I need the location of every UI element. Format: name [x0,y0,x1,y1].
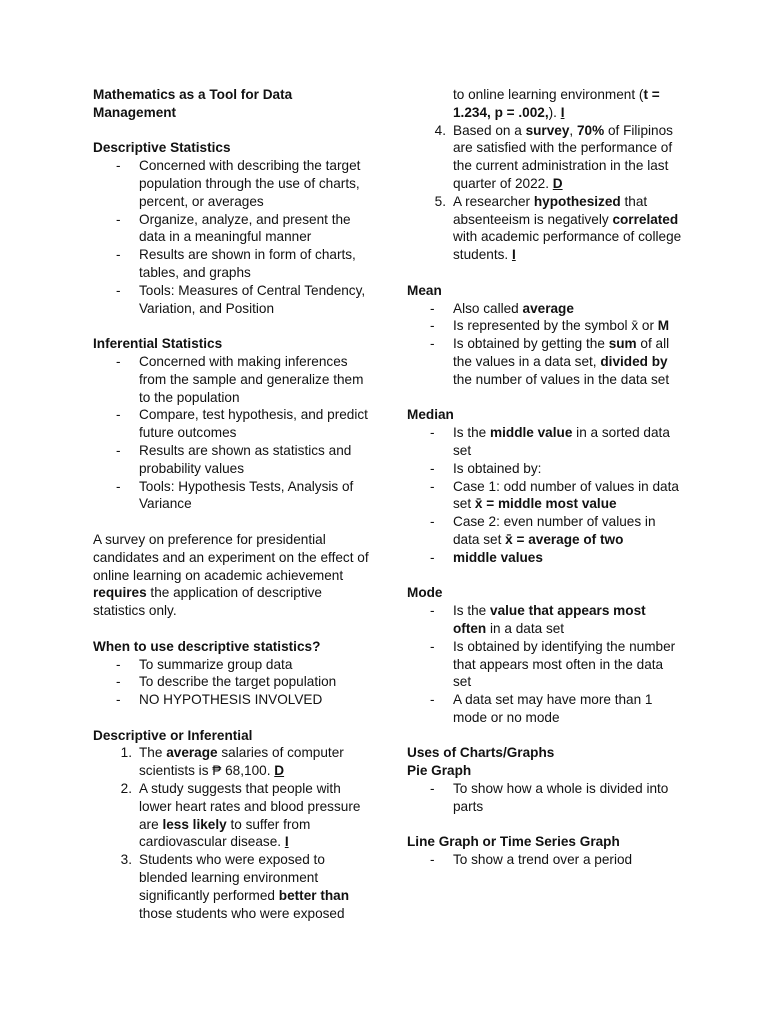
list-item [407,460,682,478]
list-item [407,691,682,727]
list-item [93,211,373,247]
bold-text: better than [278,887,350,903]
bold-text: divided by [600,353,668,369]
text-run: ). [548,104,561,120]
dash-marker: - [116,478,121,494]
number-marker: 2. [120,781,132,797]
median-list [407,424,682,566]
uses-of-charts-heading: Uses of Charts/Graphs [407,745,555,761]
text-run: Concerned with describing the target population through the use of charts, percent, or averages [139,158,361,209]
line-graph-heading: Line Graph or Time Series Graph [407,834,620,850]
text-run: with academic performance of college students. [453,229,682,263]
dash-marker: - [116,407,121,423]
pie-graph-heading: Pie Graph [407,763,472,779]
descriptive-or-inferential-heading: Descriptive or Inferential [93,727,253,743]
bold-text: survey [525,122,570,138]
list-item [407,602,682,638]
list-item-text [139,692,322,707]
list-item-text [139,354,363,405]
inferential-statistics-list [93,353,373,513]
descriptive-or-inferential-list-continued [407,122,682,264]
text-run: A survey on preference for presidential candidates and an experiment on the effect of online learning on academic achievement [93,531,369,583]
dash-marker: - [430,603,435,619]
list-item-text [139,158,360,209]
dash-marker: - [116,247,121,263]
dash-marker: - [116,353,121,369]
dash-marker: - [430,638,435,654]
dash-marker: - [116,656,121,672]
dash-marker: - [430,460,435,476]
descriptive-statistics-list [93,157,373,317]
mode-heading: Mode [407,585,443,601]
list-item [407,335,682,388]
text-run: The [139,745,167,761]
list-item-text [139,745,344,778]
text-run: A researcher [453,193,534,209]
dash-marker: - [430,692,435,708]
bold-text: average [166,745,218,761]
text-run: Is the [453,425,491,441]
descriptive-or-inferential-list [93,744,373,922]
text-run: Case 1: odd number of values in data set [453,478,679,512]
dash-marker: - [430,478,435,494]
number-marker: 1. [120,745,132,761]
list-item-text [453,461,541,476]
dash-marker: - [430,781,435,797]
list-item-text [453,425,670,458]
mode-list [407,602,682,727]
list-item [93,673,373,691]
bold-text: middle values [453,549,543,565]
text-run: Is obtained by identifying the number that appears most often in the data set [453,638,676,690]
text-run: Students who were exposed to blended learning environment significantly performed [139,852,325,903]
bold-text: less likely [162,816,227,832]
inferential-statistics-heading: Inferential Statistics [93,336,223,352]
right-column [407,86,682,869]
dash-marker: - [116,211,121,227]
pie-graph-list [407,780,682,816]
number-marker: 5. [434,193,446,209]
list-item [93,442,373,478]
list-item-text [453,336,669,387]
number-marker: 4. [434,122,446,138]
list-item-text [453,123,673,191]
text-run: to online learning environment ( [453,87,644,102]
bold-text: hypothesized [533,193,621,209]
list-item [93,851,373,922]
when-to-use-list [93,656,373,709]
text-run: Concerned with making inferences from the sample and generalize them to the population [139,353,364,405]
list-item-text [139,212,351,245]
list-item-text [139,247,356,280]
line-graph-list [407,851,682,869]
descriptive-statistics-heading: Descriptive Statistics [93,140,231,156]
text-run: Tools: Hypothesis Tests, Analysis of Variance [139,478,354,512]
number-marker: 3. [120,852,132,868]
dash-marker: - [430,300,435,316]
list-item-text [453,301,574,316]
text-run: Organize, analyze, and present the data in a meaningful manner [139,211,351,245]
answer-label: D [552,175,563,191]
list-item [93,406,373,442]
text-run: , [569,122,577,138]
dash-marker: - [116,674,121,690]
list-item-text [453,781,668,814]
list-item-text [453,852,632,867]
list-item [407,317,682,335]
list-item [93,744,373,780]
answer-label: I [511,247,516,263]
list-item-text [453,603,646,636]
list-item [407,424,682,460]
bold-text: M [657,318,670,334]
list-item-text [139,283,365,316]
bold-text: t = 1.234, p = .002, [453,87,660,120]
mean-heading: Mean [407,282,442,298]
list-item-text [139,781,360,849]
document-title: Mathematics as a Tool for Data Management [93,87,293,120]
list-item-text [453,514,656,547]
list-item-text [453,692,653,725]
text-run: of all the values in a data set, [453,336,670,369]
bold-text: 70% [576,122,605,138]
list-item-text [139,407,368,440]
text-run: Based on a [453,122,526,138]
text-run: Results are shown in form of charts, tables, and graphs [139,247,356,280]
text-run: in a data set [486,620,565,636]
list-item-text [139,674,336,689]
text-run: To show how a whole is divided into parts [453,781,669,814]
list-item [407,478,682,514]
text-run: Also called [453,300,523,316]
text-run: To show a trend over a period [453,852,633,868]
text-run: Is obtained by: [453,460,542,476]
text-run: of Filipinos are satisfied with the performance of the current administration in the last quarter of 2022. [453,122,673,191]
dash-marker: - [116,282,121,298]
left-column [93,86,373,922]
dash-marker: - [116,158,121,174]
list-item-text [139,443,351,476]
text-run: Compare, test hypothesis, and predict future outcomes [139,407,368,441]
text-run: Results are shown as statistics and probability values [139,442,352,476]
text-run: Is obtained by getting the [453,336,609,352]
dash-marker: - [430,549,435,565]
list-item-text [453,194,681,262]
survey-paragraph [93,531,373,620]
text-run: NO HYPOTHESIS INVOLVED [139,692,323,708]
list-item-text [139,852,349,920]
text-run: Is represented by the symbol x̄ or [453,318,658,334]
list-item [407,638,682,691]
bold-text: value that appears most often [453,603,646,636]
text-run: to suffer from cardiovascular disease. [139,816,311,850]
text-run: A data set may have more than 1 mode or no mode [453,692,653,725]
dash-marker: - [430,336,435,352]
list-item [93,157,373,210]
dash-marker: - [430,318,435,334]
list-item [407,851,682,869]
list-item-text [453,479,679,512]
list-item-text [453,550,543,565]
when-to-use-heading: When to use descriptive statistics? [93,638,321,654]
answer-label: I [284,834,289,850]
item-3-continuation [407,86,682,122]
list-item [407,780,682,816]
list-item [93,691,373,709]
answer-label: D [274,763,285,779]
list-item-text [453,639,675,690]
bold-text: average [522,300,574,316]
list-item [407,513,682,549]
bold-text: x̄ = average of two [505,531,624,547]
mean-list [407,300,682,389]
median-heading: Median [407,407,454,423]
list-item [93,353,373,406]
text-run: Case 2: even number of values in data set [453,514,656,547]
list-item [407,122,682,193]
text-run: Tools: Measures of Central Tendency, Variation, and Position [139,282,366,316]
dash-marker: - [116,442,121,458]
text-run: A study suggests that people with lower heart rates and blood pressure are [139,781,361,832]
bold-text: sum [608,336,637,352]
list-item [407,549,682,567]
list-item [93,282,373,318]
text-run: that absenteeism is negatively [453,193,648,227]
bold-text: correlated [612,211,679,227]
list-item-text [453,318,669,333]
list-item [93,246,373,282]
bold-text: middle value [490,425,573,441]
list-item [93,656,373,674]
text-run: the number of values in the data set [453,371,670,387]
list-item-text [139,479,353,512]
answer-label: I [560,104,565,120]
text-run: Is the [453,603,491,619]
list-item [93,478,373,514]
bold-text: x̄ = middle most value [474,496,617,512]
text-run: in a sorted data set [453,425,670,458]
list-item [407,300,682,318]
text-run: salaries of computer scientists is ₱ 68,100. [139,745,344,779]
dash-marker: - [430,425,435,441]
dash-marker: - [430,852,435,868]
text-run: those students who were exposed [139,905,345,921]
text-run: To describe the target population [139,674,337,690]
list-item [93,780,373,851]
list-item-text [139,657,292,672]
list-item [407,193,682,264]
dash-marker: - [430,514,435,530]
text-run: To summarize group data [139,656,293,672]
text-run: the application of descriptive statistics only. [93,585,322,619]
bold-text: requires [93,585,147,601]
dash-marker: - [116,692,121,708]
